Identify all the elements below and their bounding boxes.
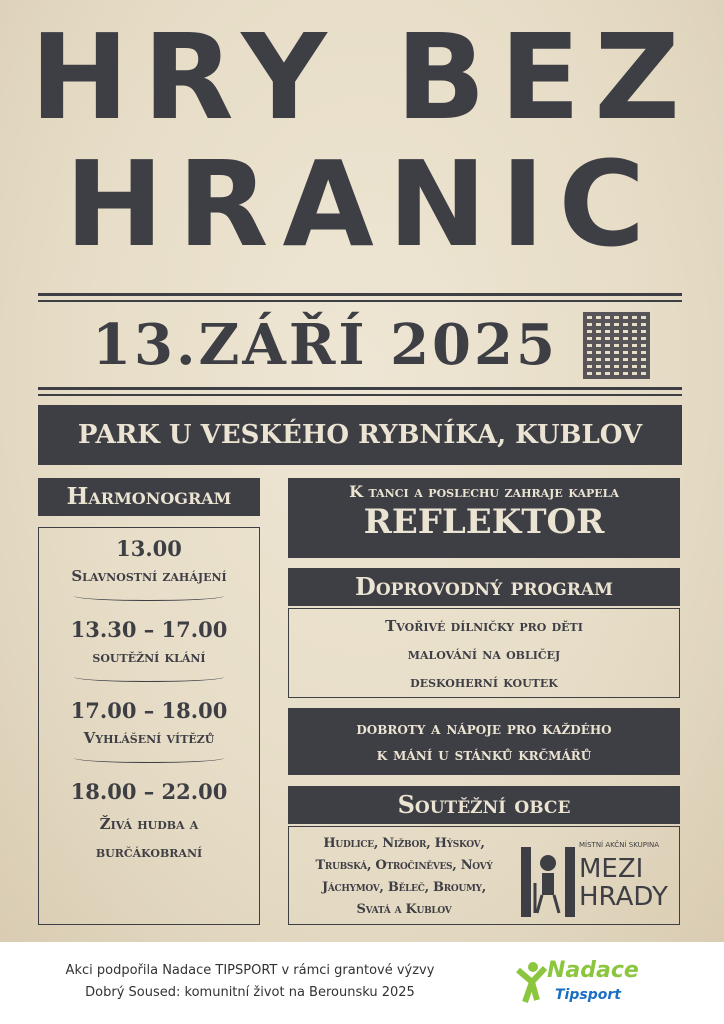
logo-name: MEZI HRADY: [579, 854, 668, 912]
villages-heading: Soutěžní obce: [288, 786, 680, 824]
schedule-time: 17.00 – 18.00: [70, 698, 228, 723]
schedule-label: Živá hudba a burčákobraní: [95, 815, 203, 861]
nadace-tipsport-logo: Nadace Tipsport: [515, 958, 665, 1010]
band-banner: [288, 478, 680, 558]
harmonogram-heading: Harmonogram: [38, 478, 260, 516]
program-heading: Doprovodný program: [288, 568, 680, 606]
village-line: Svatá a Kublov: [356, 902, 452, 917]
villages-box: [288, 826, 680, 925]
program-box: [288, 608, 680, 698]
mas-mezi-hrady-logo: [519, 833, 677, 919]
schedule-label: soutěžní klání: [92, 648, 206, 666]
food-line: dobroty a nápoje pro každého: [356, 719, 612, 739]
food-line: k mání u stánků krčmářů: [376, 745, 592, 765]
venue-banner: PARK U VESKÉHO RYBNÍKA, KUBLOV: [38, 405, 682, 465]
schedule-box: [38, 527, 260, 925]
village-line: Hudlice, Nižbor, Hýskov,: [323, 836, 485, 851]
title-line-2: HRANIC: [64, 135, 660, 273]
ornament-divider: [74, 591, 224, 601]
qr-code[interactable]: [583, 312, 650, 379]
footer-text: Akci podpořila Nadace TIPSPORT v rámci grantové výzvy Dobrý Soused: komunitní život na Berounsku 2025: [65, 963, 435, 1000]
event-date: 13.ZÁŘÍ 2025: [92, 312, 558, 378]
food-banner: [288, 708, 680, 775]
schedule-time: 13.00: [116, 536, 182, 561]
ornament-divider: [74, 672, 224, 682]
village-line: Jáchymov, Běleč, Broumy,: [321, 880, 487, 895]
band-intro: K tanci a poslechu zahraje kapela: [349, 482, 619, 501]
program-item: deskoherní koutek: [410, 673, 558, 691]
person-icon: [515, 960, 549, 1004]
villages-list: [293, 833, 515, 921]
title-line-1: HRY BEZ: [30, 8, 694, 146]
ornament-divider: [74, 753, 224, 763]
band-name: REFLEKTOR: [363, 502, 605, 542]
schedule-label: Vyhlášení vítězů: [83, 729, 215, 747]
divider: [38, 293, 682, 302]
schedule-label: Slavnostní zahájení: [71, 567, 227, 585]
castle-knight-icon: [519, 833, 579, 919]
program-item: malování na obličej: [407, 645, 561, 663]
divider: [38, 387, 682, 396]
schedule-time: 13.30 – 17.00: [70, 617, 228, 642]
village-line: Trubská, Otročiněves, Nový: [315, 858, 493, 873]
logo-subtitle: MÍSTNÍ AKČNÍ SKUPINA: [579, 841, 660, 849]
program-item: Tvořivé dílničky pro děti: [385, 617, 583, 635]
schedule-time: 18.00 – 22.00: [70, 779, 228, 804]
